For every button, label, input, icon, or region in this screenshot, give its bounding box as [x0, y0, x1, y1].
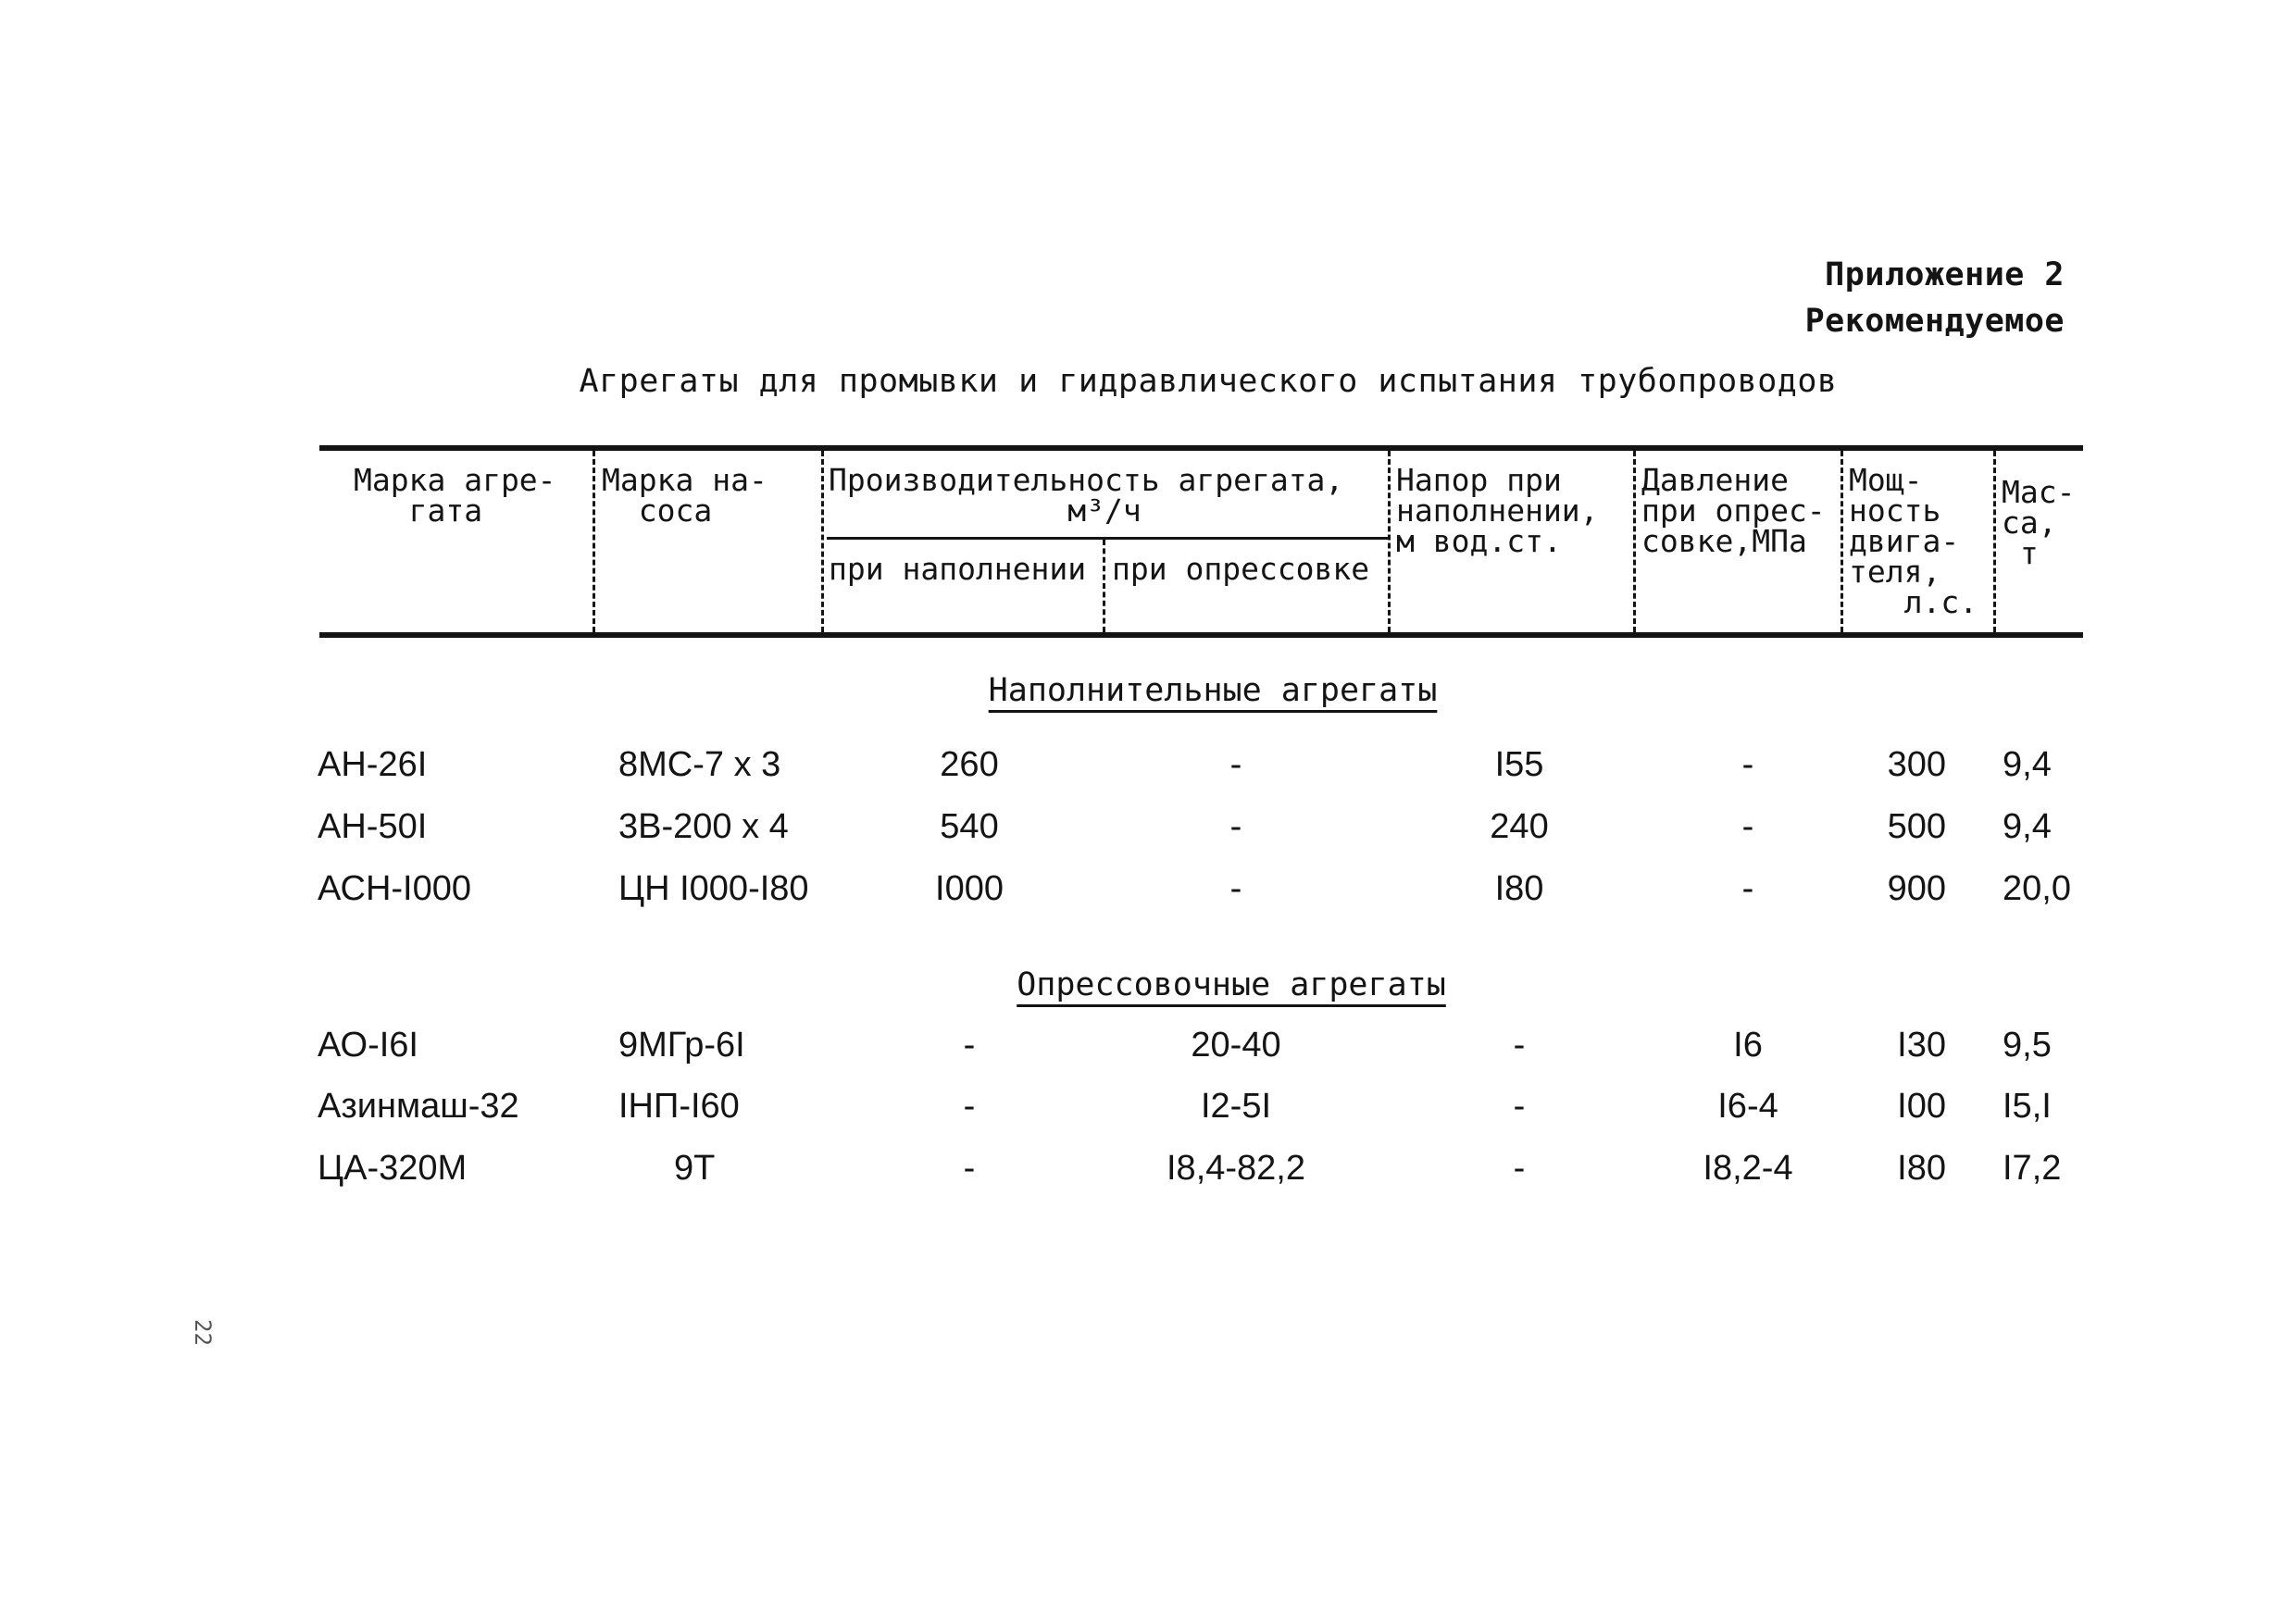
header-capacity-test: при опрессовке [1112, 551, 1370, 587]
cell-power: I80 [1897, 1149, 1946, 1188]
cell-pump: IНП-I60 [618, 1087, 740, 1126]
cell-pump: ЦН I000-I80 [618, 869, 809, 908]
cell-brand: АО-I6I [318, 1026, 418, 1065]
cell-test: I2-5I [1200, 1087, 1272, 1126]
table-row [0, 807, 2296, 853]
cell-mass: 9,5 [2003, 1026, 2052, 1065]
section-title-text: Опрессовочные агрегаты [1017, 966, 1446, 1003]
column-separator [1633, 451, 1636, 632]
table-row [0, 1087, 2296, 1133]
cell-fill: - [963, 1087, 976, 1126]
cell-head: I55 [1494, 745, 1544, 784]
cell-test: - [1229, 869, 1242, 908]
cell-test: - [1229, 745, 1242, 784]
cell-pressure: - [1741, 745, 1754, 784]
table-title: Агрегаты для промывки и гидравлического испытания трубопроводов [579, 363, 1838, 400]
table-top-rule [319, 445, 2083, 451]
cell-pump: 9МГр-6I [618, 1026, 745, 1065]
cell-pressure: I8,2-4 [1703, 1149, 1793, 1188]
table-row [0, 1026, 2296, 1072]
cell-power: 900 [1887, 869, 1946, 908]
column-separator [1103, 540, 1105, 632]
section-title-text: Наполнительные агрегаты [988, 672, 1438, 709]
cell-brand: Азинмаш-32 [318, 1087, 519, 1126]
column-separator [821, 451, 824, 632]
cell-fill: I000 [935, 869, 1004, 908]
appendix-number: Приложение 2 [1825, 256, 2065, 293]
column-separator [1388, 451, 1391, 632]
cell-brand: АН-26I [318, 745, 428, 784]
section-title [0, 672, 2296, 709]
appendix-status: Рекомендуемое [1804, 303, 2065, 340]
cell-mass: I5,I [2003, 1087, 2052, 1126]
cell-pressure: I6 [1733, 1026, 1763, 1065]
table-row [0, 745, 2296, 791]
cell-pump: 3В-200 х 4 [618, 807, 789, 846]
cell-mass: 9,4 [2003, 745, 2052, 784]
cell-test: 20-40 [1191, 1026, 1281, 1065]
cell-power: 300 [1887, 745, 1946, 784]
capacity-subheader-rule [827, 537, 1388, 540]
cell-mass: 20,0 [2003, 869, 2071, 908]
header-capacity: Производительность агрегата, м³/ч [829, 462, 1344, 529]
cell-head: - [1513, 1026, 1526, 1065]
column-separator [593, 451, 595, 632]
cell-head: - [1513, 1087, 1526, 1126]
header-pump: Марка на- соса [602, 462, 767, 529]
table-row [0, 869, 2296, 915]
cell-test: I8,4-82,2 [1167, 1149, 1305, 1188]
cell-test: - [1229, 807, 1242, 846]
header-head: Напор при наполнении, м вод.ст. [1396, 462, 1599, 559]
table-row [0, 1149, 2296, 1195]
cell-power: I00 [1897, 1087, 1946, 1126]
header-capacity-fill: при наполнении [829, 551, 1087, 587]
appendix-label [1805, 252, 2065, 344]
table-header-bottom-rule [319, 632, 2083, 638]
header-power: Мощ- ность двига- теля, л.с. [1849, 462, 1978, 620]
cell-brand: АСН-I000 [318, 869, 472, 908]
cell-mass: I7,2 [2003, 1149, 2062, 1188]
column-separator [1841, 451, 1843, 632]
cell-fill: - [963, 1026, 976, 1065]
cell-pump: 9Т [674, 1149, 716, 1188]
cell-brand: АН-50I [318, 807, 428, 846]
cell-pressure: - [1741, 869, 1754, 908]
cell-pump: 8МС-7 х 3 [618, 745, 781, 784]
cell-brand: ЦА-320М [318, 1149, 468, 1188]
header-pressure: Давление при опрес- совке,МПа [1641, 462, 1826, 559]
cell-fill: - [963, 1149, 976, 1188]
column-separator [1993, 451, 1996, 632]
cell-pressure: I6-4 [1717, 1087, 1778, 1126]
cell-mass: 9,4 [2003, 807, 2052, 846]
page-number: 22 [190, 1319, 216, 1346]
cell-fill: 260 [940, 745, 999, 784]
header-mass: Мас- са, т [2002, 474, 2076, 571]
section-title [0, 966, 2296, 1003]
cell-fill: 540 [940, 807, 999, 846]
cell-head: 240 [1490, 807, 1549, 846]
cell-head: I80 [1494, 869, 1544, 908]
cell-power: 500 [1887, 807, 1946, 846]
cell-head: - [1513, 1149, 1526, 1188]
cell-power: I30 [1897, 1026, 1946, 1065]
header-brand: Марка агре- гата [354, 462, 556, 529]
cell-pressure: - [1741, 807, 1754, 846]
